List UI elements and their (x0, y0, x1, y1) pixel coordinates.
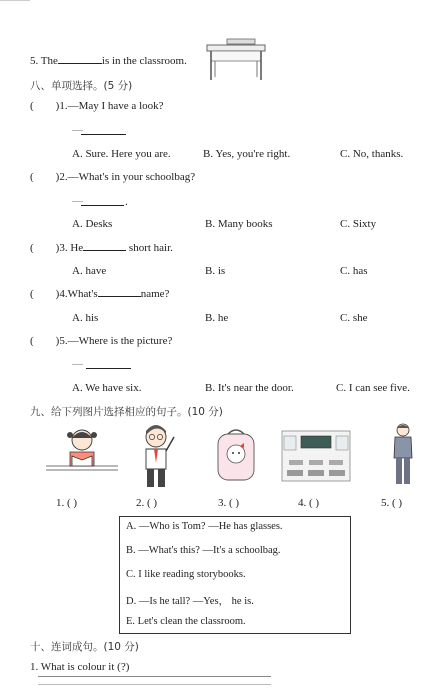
question-number: )1. (55, 100, 68, 112)
section-9-title: 九、给下列图片选择相应的句子。(10 分) (30, 406, 223, 418)
choice-b: B. —What's this? —It's a schoolbag. (126, 545, 281, 556)
question-5-suffix: is in the classroom. (101, 55, 187, 67)
stem-start: What's (67, 288, 98, 300)
question-stem: —What's in your schoolbag? (67, 171, 196, 183)
stem-start: He (70, 242, 84, 254)
desk-icon (205, 37, 267, 82)
open-paren: ( (30, 171, 34, 183)
answer-slot-5[interactable]: 5. ( ) (381, 497, 403, 509)
tall-man-icon (390, 422, 416, 488)
question-5-prefix: 5. The (30, 55, 58, 67)
question-stem: —May I have a look? (67, 100, 164, 112)
classroom-icon (281, 430, 351, 482)
stem-blank[interactable] (83, 250, 126, 251)
question-5 (30, 335, 172, 347)
schoolbag-icon (214, 428, 258, 484)
question-number: )5. (55, 335, 68, 347)
response-period: . (125, 196, 128, 208)
choice-c: C. I like reading storybooks. (126, 569, 246, 580)
answer-slot-2[interactable]: 2. ( ) (136, 497, 158, 509)
answer-slot-3[interactable]: 3. ( ) (218, 497, 240, 509)
word-order-question-1: 1. What is colour it (?) (30, 661, 130, 673)
response-blank[interactable] (81, 205, 124, 206)
writing-line-bottom[interactable] (38, 684, 271, 685)
option-c: C. has (340, 265, 368, 277)
question-stem: —Where is the picture? (67, 335, 173, 347)
stem-end: short hair. (128, 242, 173, 254)
question-number: )4. (55, 288, 68, 300)
option-a: A. his (72, 312, 99, 324)
response-blank[interactable] (86, 368, 131, 369)
option-a: A. Desks (72, 218, 113, 230)
response-dash: — (72, 124, 83, 136)
stem-end: name? (140, 288, 170, 300)
option-c: C. Sixty (340, 218, 377, 230)
question-3 (30, 242, 173, 254)
question-4 (30, 288, 169, 300)
option-b: B. Yes, you're right. (203, 148, 291, 160)
option-a: A. have (72, 265, 107, 277)
question-2 (30, 171, 195, 183)
page-top-rule (0, 0, 30, 1)
answer-slot-1[interactable]: 1. ( ) (56, 497, 78, 509)
choice-d: D. —Is he tall? —Yes， he is. (126, 596, 254, 607)
open-paren: ( (30, 288, 34, 300)
answer-blank[interactable] (58, 63, 102, 64)
response-dash: — (72, 358, 83, 370)
fill-blank-question-5 (30, 55, 187, 67)
section-8-title: 八、单项选择。(5 分) (30, 80, 133, 92)
option-a: A. Sure. Here you are. (72, 148, 171, 160)
stem-blank[interactable] (98, 296, 141, 297)
option-b: B. he (205, 312, 229, 324)
option-c: C. she (340, 312, 368, 324)
option-b: B. is (205, 265, 226, 277)
question-number: )2. (55, 171, 68, 183)
open-paren: ( (30, 335, 34, 347)
writing-line-top[interactable] (38, 676, 271, 677)
boy-waving-icon (136, 423, 178, 489)
response-blank[interactable] (81, 134, 126, 135)
response-dash: — (72, 195, 83, 207)
answer-slot-4[interactable]: 4. ( ) (298, 497, 320, 509)
option-b: B. It's near the door. (205, 382, 294, 394)
girl-reading-icon (46, 426, 118, 482)
open-paren: ( (30, 242, 34, 254)
choice-a: A. —Who is Tom? —He has glasses. (126, 521, 283, 532)
sentence-choices-box (119, 516, 351, 634)
option-c: C. No, thanks. (340, 148, 404, 160)
option-b: B. Many books (205, 218, 273, 230)
choice-e: E. Let's clean the classroom. (126, 616, 246, 627)
option-a: A. We have six. (72, 382, 142, 394)
option-c: C. I can see five. (336, 382, 410, 394)
question-1 (30, 100, 164, 112)
question-number: )3. (55, 242, 68, 254)
open-paren: ( (30, 100, 34, 112)
section-10-title: 十、连词成句。(10 分) (30, 641, 139, 653)
